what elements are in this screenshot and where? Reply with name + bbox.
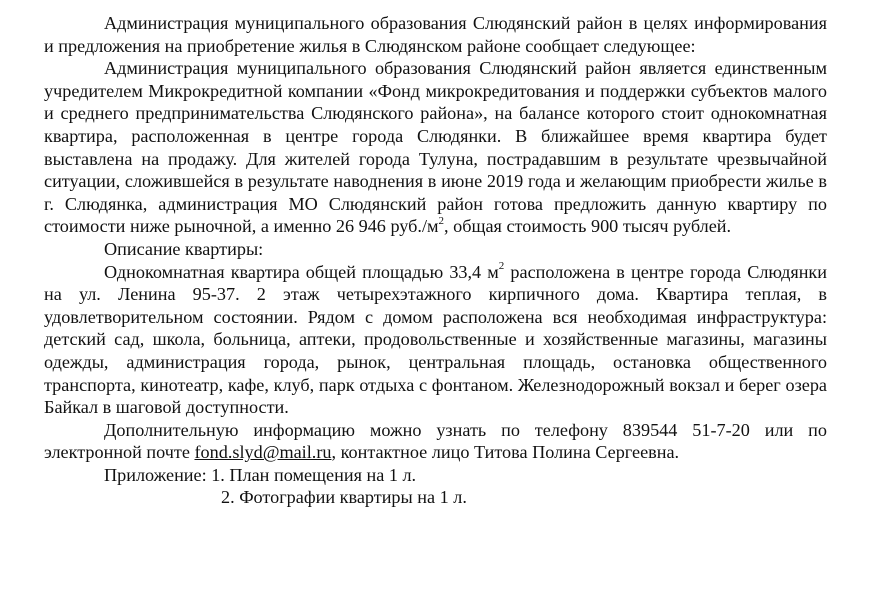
paragraph-offer [44, 57, 827, 238]
contact-text: Дополнительную информацию можно узнать по телефону 839544 51-7-20 или по электронной почте [44, 419, 827, 463]
paragraph-contact [44, 419, 827, 464]
square-meter-superscript: 2 [438, 215, 445, 228]
paragraph-apartment-description [44, 261, 827, 419]
paragraph-offer-text: Администрация муниципального образования Слюдянский район является единственным учредителем Микрокредитной компании «Фонд микрокредитования и поддержки субъектов малого и среднего предпринимательства Слюдянского района», на балансе которого стоит однокомнатная квартира, расположенная в центре города Слюдянки. В ближайшее время квартира будет выставлена на продажу. Для жителей города Тулуна, пострадавшим в результате чрезвычайной ситуации, сложившейся в результате наводнения в июне 2019 года и желающим приобрести жилье в г. Слюдянка, администрация МО Слюдянский район готова предложить данную квартиру по стоимости ниже рыночной, а именно 26 946 руб./м [44, 58, 827, 237]
attachment-item-2: 2. Фотографии квартиры на 1 л. [221, 487, 467, 508]
paragraph-intro [44, 12, 827, 57]
paragraph-offer-price: , общая стоимость 900 тысяч рублей. [444, 216, 732, 237]
contact-person-text: , контактное лицо Титова Полина Сергеевна. [331, 442, 680, 463]
attachment-line-2 [44, 486, 827, 509]
paragraph-intro-text: Администрация муниципального образования Слюдянский район в целях информирования и предложения на приобретение жилья в Слюдянском районе сообщает следующее: [44, 13, 827, 56]
attachment-label: Приложение: 1. План помещения на 1 л. [104, 464, 417, 485]
apartment-description-heading [44, 238, 827, 261]
apartment-area-text: Однокомнатная квартира общей площадью 33,4 м [104, 261, 499, 282]
apartment-description-heading-text: Описание квартиры: [104, 238, 264, 259]
document-body [44, 12, 827, 509]
attachment-line-1 [44, 464, 827, 487]
area-superscript: 2 [498, 260, 505, 273]
apartment-description-text: расположена в центре города Слюдянки на ул. Ленина 95-37. 2 этаж четырехэтажного кирпичного дома. Квартира теплая, в удовлетворительном состоянии. Рядом с домом расположена вся необходимая инфраструктура: детский сад, школа, больница, аптеки, продовольственные и хозяйственные магазины, магазины одежды, администрация города, рынок, центральная площадь, остановка общественного транспорта, кинотеатр, кафе, клуб, парк отдыха с фонтаном. Железнодорожный вокзал и берег озера Байкал в шаговой доступности. [44, 261, 828, 418]
email-link[interactable]: fond.slyd@mail.ru [194, 442, 332, 463]
